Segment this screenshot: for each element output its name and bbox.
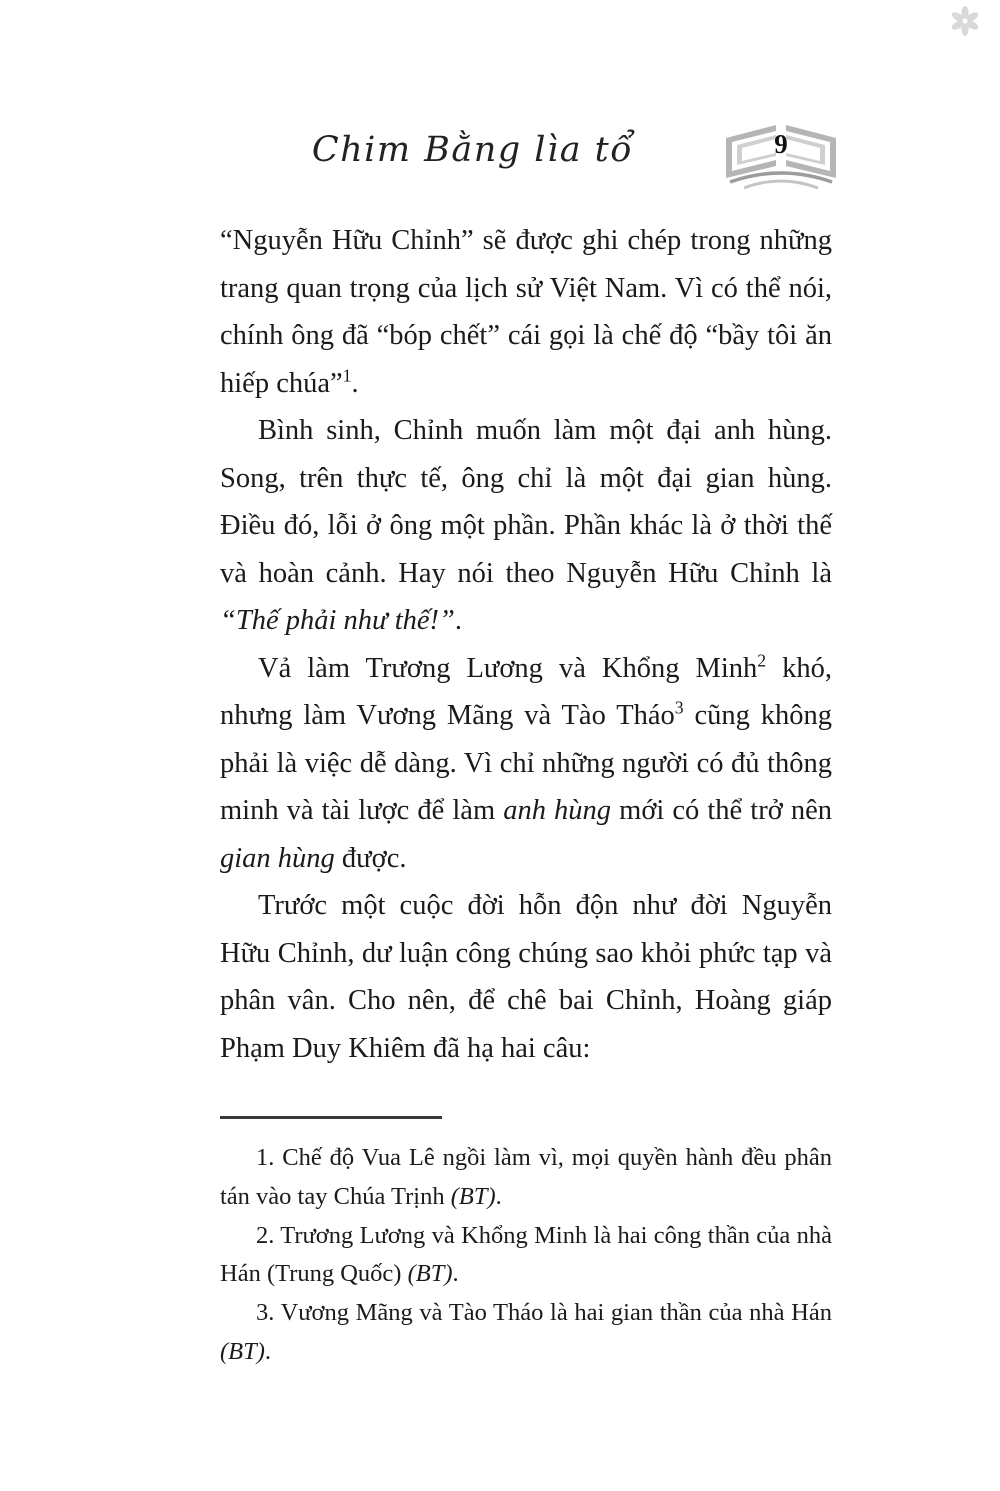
- footnote: [220, 1294, 832, 1372]
- text-run: 2: [757, 650, 767, 670]
- text-run: “Nguyễn Hữu Chỉnh” sẽ được ghi chép trong những trang quan trọng của lịch sử Việt Nam. Vì có thể nói, chính ông đã “bóp chết” cái gọi là chế độ “bầy tôi ăn hiếp chúa”: [220, 225, 832, 399]
- text-run: được.: [334, 842, 407, 874]
- paragraph: [220, 645, 832, 883]
- page-number: 9: [774, 129, 788, 159]
- text-run: (BT): [220, 1337, 265, 1365]
- text-run: “Thế phải như thế!”: [220, 605, 455, 636]
- text-run: khó, nhưng làm Vương Mãng và Tào Tháo: [220, 652, 832, 731]
- text-run: 3: [674, 697, 684, 718]
- text-run: 2. Trương Lương và Khổng Minh là hai công thần của nhà Hán (Trung Quốc): [220, 1221, 832, 1288]
- paragraph: [220, 217, 832, 407]
- text-run: cũng không phải là việc dễ dàng. Vì chỉ những người có đủ thông minh và tài lược để làm: [220, 700, 832, 826]
- paragraph: [220, 882, 832, 1072]
- text-run: (BT): [407, 1260, 453, 1288]
- footnotes: [220, 1139, 832, 1372]
- text-run: 3. Vương Mãng và Tào Tháo là hai gian thần của nhà Hán: [256, 1299, 832, 1327]
- footnote-rule: [220, 1116, 442, 1119]
- paragraph: [220, 407, 832, 645]
- body-text: [220, 217, 832, 1072]
- text-run: .: [264, 1337, 272, 1365]
- text-run: .: [452, 1260, 459, 1288]
- flower-asterisk-icon: [950, 6, 980, 36]
- text-run: .: [495, 1182, 502, 1210]
- text-run: gian hùng: [220, 842, 335, 874]
- text-run: mới có thể trở nên: [611, 795, 832, 826]
- text-run: (BT): [450, 1182, 496, 1210]
- footnote: [220, 1217, 832, 1295]
- text-run: Bình sinh, Chỉnh muốn làm một đại anh hùng. Song, trên thực tế, ông chỉ là một đại gian hùng. Điều đó, lỗi ở ông một phần. Phần khác là ở thời thế và hoàn cảnh. Hay nói theo Nguyễn Hữu Chỉnh là: [220, 415, 832, 589]
- text-run: anh hùng: [503, 795, 612, 826]
- footnote: [220, 1139, 832, 1217]
- text-run: .: [351, 367, 359, 399]
- text-run: Vả làm Trương Lương và Khổng Minh: [258, 652, 758, 684]
- text-run: Trước một cuộc đời hỗn độn như đời Nguyễn Hữu Chỉnh, dư luận công chúng sao khỏi phức tạp và phân vân. Cho nên, để chê bai Chỉnh, Hoàng giáp Phạm Duy Khiêm đã hạ hai câu:: [220, 890, 832, 1064]
- text-run: 1: [342, 365, 352, 385]
- text-run: .: [454, 605, 462, 636]
- running-title: Chim Bằng lìa tổ: [311, 130, 634, 170]
- open-book-icon: [720, 120, 842, 192]
- text-run: 1. Chế độ Vua Lê ngồi làm vì, mọi quyền hành đều phân tán vào tay Chúa Trịnh: [220, 1144, 832, 1210]
